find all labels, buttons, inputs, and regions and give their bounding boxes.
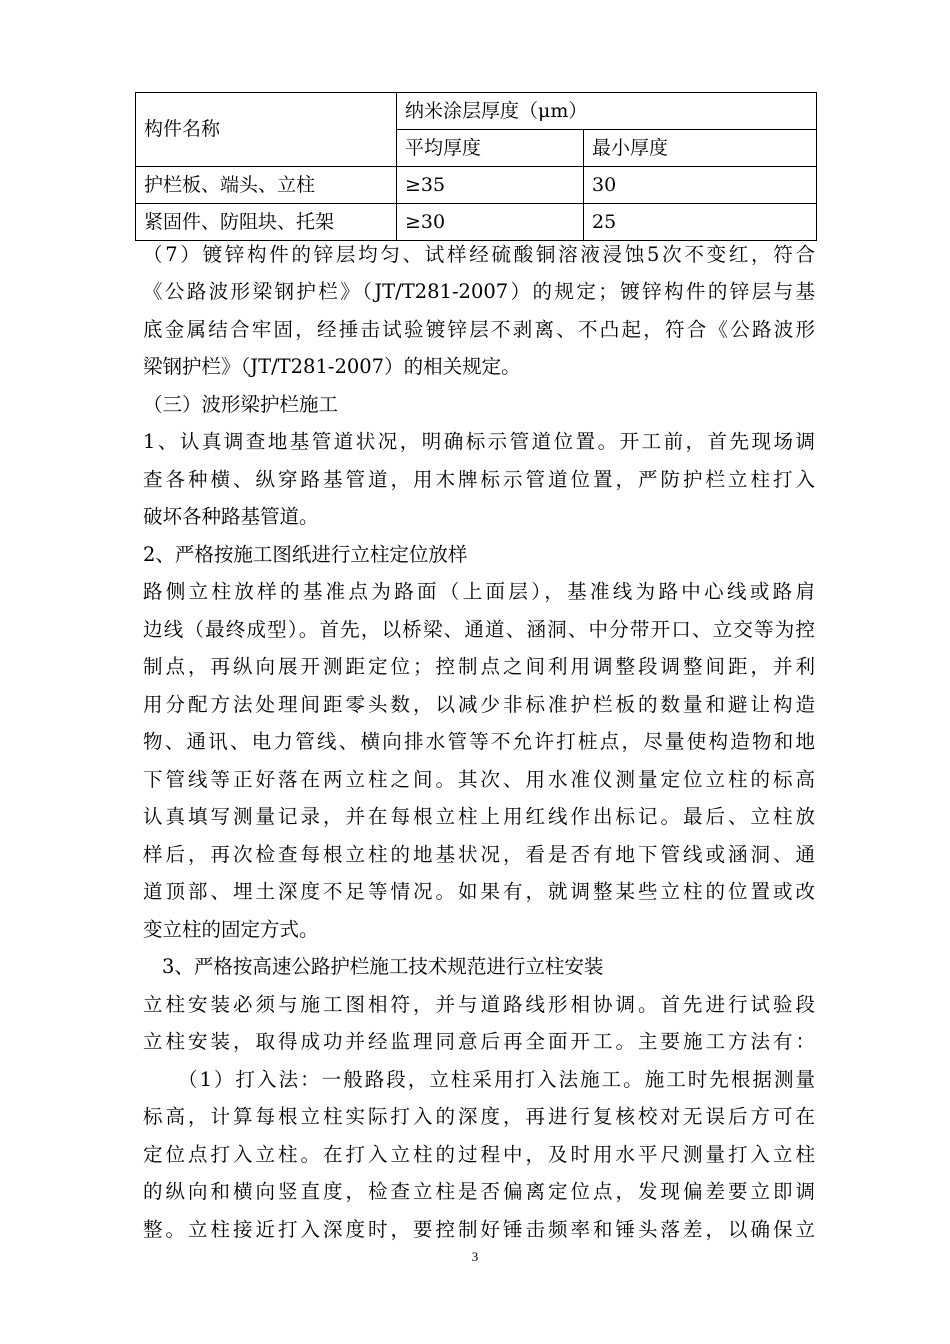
- paragraph-line: （1）打入法：一般路段，立柱采用打入法施工。施工时先根据测量: [178, 1068, 815, 1091]
- section-heading: （三）波形梁护栏施工: [143, 393, 339, 416]
- paragraph-line: 道顶部、埋土深度不足等情况。如果有，就调整某些立柱的位置或改: [143, 880, 815, 903]
- paragraph-line: 梁钢护栏》（JT/T281-2007）的相关规定。: [143, 355, 521, 378]
- table-row: [136, 167, 817, 204]
- header-minimum-thickness: 最小厚度: [584, 130, 817, 167]
- paragraph-line: 制点，再纵向展开测距定位；控制点之间利用调整段调整间距，并利: [143, 655, 815, 678]
- row-average-thickness: ≥30: [397, 204, 584, 241]
- paragraph-line: 路侧立柱放样的基准点为路面（上面层），基准线为路中心线或路肩: [143, 580, 815, 603]
- header-coating-thickness: 纳米涂层厚度（μm）: [397, 93, 817, 130]
- paragraph-line: （7）镀锌构件的锌层均匀、试样经硫酸铜溶液浸蚀5次不变红，符合: [143, 243, 815, 266]
- paragraph-line: 立柱安装必须与施工图相符，并与道路线形相协调。首先进行试验段: [143, 993, 815, 1016]
- paragraph-line: 底金属结合牢固，经捶击试验镀锌层不剥离、不凸起，符合《公路波形: [143, 318, 815, 341]
- paragraph-line: 整。立柱接近打入深度时，要控制好锤击频率和锤头落差，以确保立: [143, 1218, 815, 1241]
- paragraph-line: 的纵向和横向竖直度，检查立柱是否偏离定位点，发现偏差要立即调: [143, 1180, 815, 1203]
- paragraph-line: 物、通讯、电力管线、横向排水管等不允许打桩点，尽量使构造物和地: [143, 730, 815, 753]
- row-component-name: 护栏板、端头、立柱: [136, 167, 397, 204]
- table-header-row: [136, 93, 817, 130]
- subsection-heading: 2、严格按施工图纸进行立柱定位放样: [143, 543, 468, 566]
- row-average-thickness: ≥35: [397, 167, 584, 204]
- paragraph-line: 《公路波形梁钢护栏》（JT/T281-2007）的规定；镀锌构件的锌层与基: [143, 280, 815, 303]
- paragraph-line: 变立柱的固定方式。: [143, 918, 319, 941]
- row-minimum-thickness: 30: [584, 167, 817, 204]
- paragraph-line: 用分配方法处理间距零头数，以减少非标准护栏板的数量和避让构造: [143, 693, 815, 716]
- paragraph-line: 边线（最终成型）。首先，以桥梁、通道、涵洞、中分带开口、立交等为控: [143, 618, 815, 641]
- paragraph-line: 认真填写测量记录，并在每根立柱上用红线作出标记。最后、立柱放: [143, 805, 815, 828]
- subsection-heading: 3、严格按高速公路护栏施工技术规范进行立柱安装: [162, 955, 604, 978]
- coating-thickness-table: [135, 92, 817, 241]
- paragraph-line: 1、认真调查地基管道状况，明确标示管道位置。开工前，首先现场调: [143, 430, 815, 453]
- paragraph-line: 立柱安装，取得成功并经监理同意后再全面开工。主要施工方法有：: [143, 1030, 815, 1053]
- header-component-name: 构件名称: [136, 93, 397, 167]
- header-average-thickness: 平均厚度: [397, 130, 584, 167]
- paragraph-line: 定位点打入立柱。在打入立柱的过程中，及时用水平尺测量打入立柱: [143, 1143, 815, 1166]
- paragraph-line: 破坏各种路基管道。: [143, 505, 319, 528]
- paragraph-line: 下管线等正好落在两立柱之间。其次、用水准仪测量定位立柱的标高: [143, 768, 815, 791]
- page-number: 3: [471, 1249, 479, 1264]
- table-row: [136, 204, 817, 241]
- paragraph-line: 标高，计算每根立柱实际打入的深度，再进行复核校对无误后方可在: [143, 1105, 815, 1128]
- paragraph-line: 查各种横、纵穿路基管道，用木牌标示管道位置，严防护栏立柱打入: [143, 468, 815, 491]
- paragraph-line: 样后，再次检查每根立柱的地基状况，看是否有地下管线或涵洞、通: [143, 843, 815, 866]
- row-minimum-thickness: 25: [584, 204, 817, 241]
- row-component-name: 紧固件、防阻块、托架: [136, 204, 397, 241]
